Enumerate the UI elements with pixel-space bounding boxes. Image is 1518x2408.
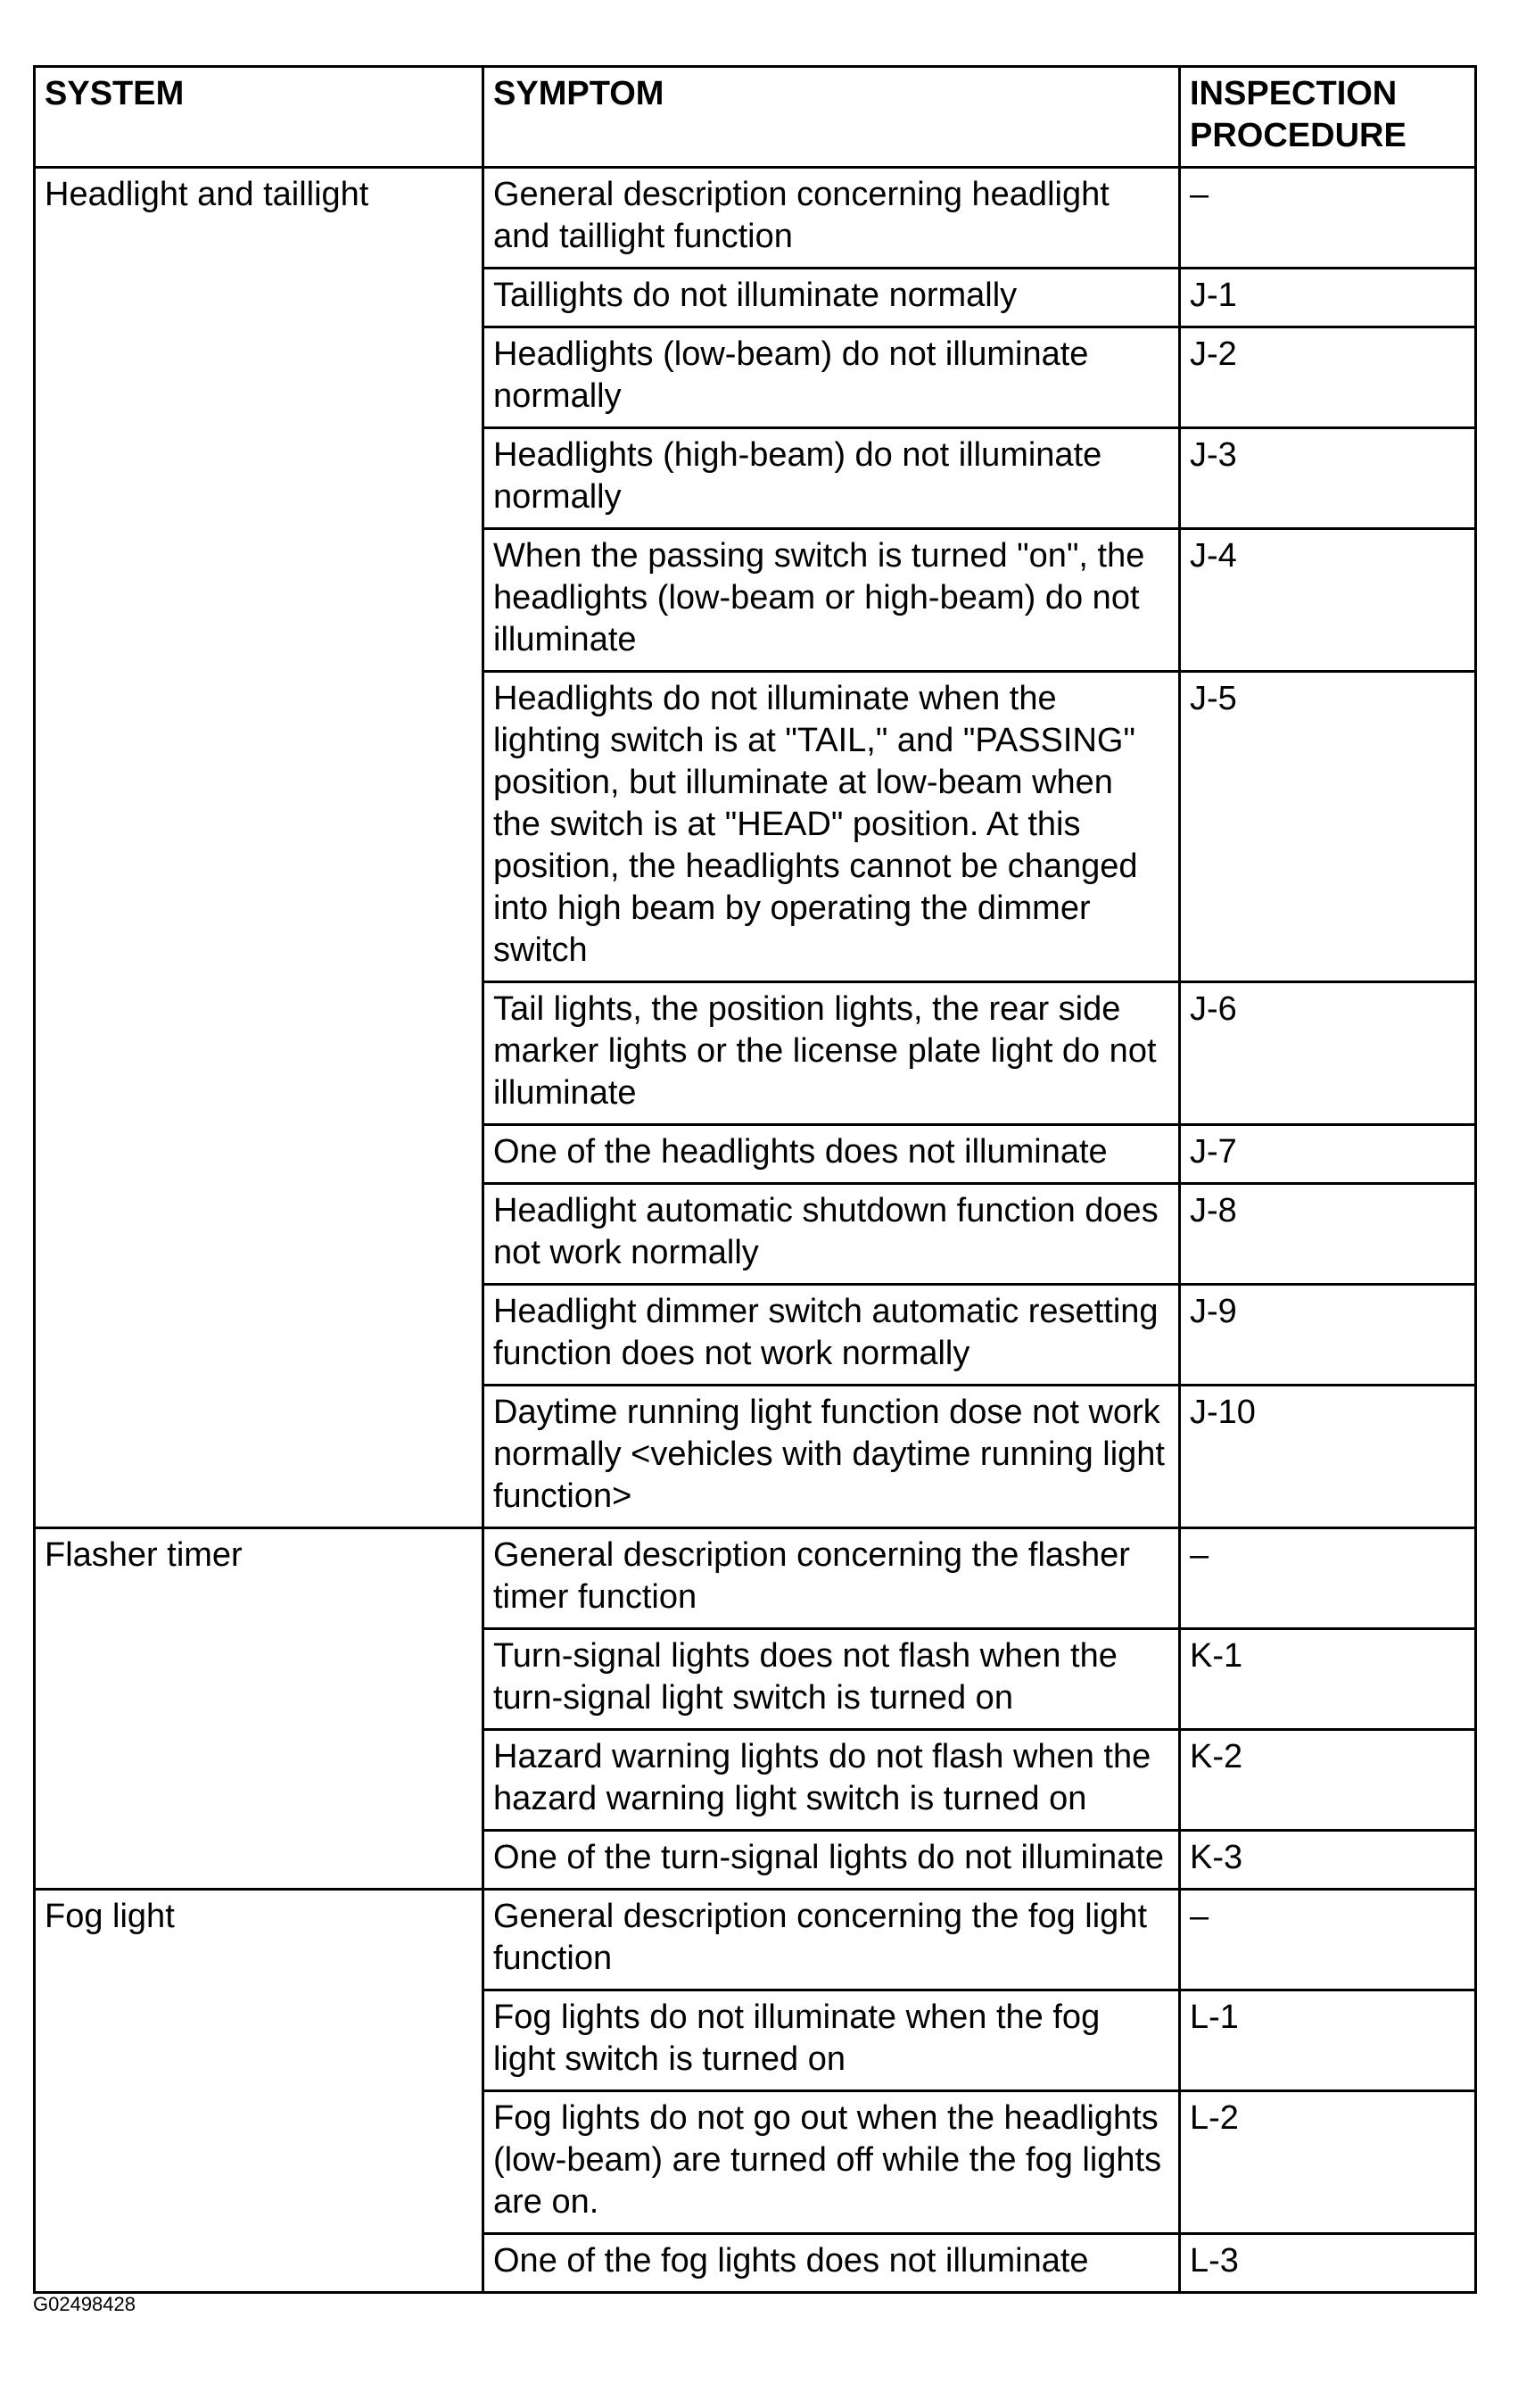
procedure-cell: – [1180,168,1476,269]
symptom-cell: Fog lights do not go out when the headlights (low-beam) are turned off while the fog lights are on. [483,2091,1180,2234]
table-row [35,1528,1476,1629]
symptom-cell: Tail lights, the position lights, the rear side marker lights or the license plate light do not illuminate [483,982,1180,1125]
system-cell: Headlight and taillight [35,168,483,1528]
symptom-cell: When the passing switch is turned "on", the headlights (low-beam or high-beam) do not illuminate [483,529,1180,672]
system-cell: Fog light [35,1890,483,2293]
header-system: SYSTEM [35,67,483,168]
symptom-cell: Taillights do not illuminate normally [483,269,1180,327]
symptom-cell: Fog lights do not illuminate when the fog light switch is turned on [483,1990,1180,2091]
symptom-cell: Headlights (high-beam) do not illuminate normally [483,428,1180,529]
symptom-cell: Headlights do not illuminate when the lighting switch is at "TAIL," and "PASSING" position, but illuminate at low-beam when the switch is at "HEAD" position. At this position, the headlights cannot be changed into high beam by operating the dimmer switch [483,672,1180,982]
procedure-cell: J-4 [1180,529,1476,672]
figure-id: G02498428 [33,2293,136,2315]
procedure-cell: – [1180,1890,1476,1990]
symptom-cell: Headlight automatic shutdown function does not work normally [483,1184,1180,1285]
symptom-cell: General description concerning headlight and taillight function [483,168,1180,269]
procedure-cell: L-3 [1180,2234,1476,2293]
procedure-cell: J-3 [1180,428,1476,529]
symptom-cell: One of the turn-signal lights do not illuminate [483,1831,1180,1890]
procedure-cell: J-2 [1180,327,1476,428]
symptom-cell: One of the headlights does not illuminate [483,1125,1180,1184]
symptom-cell: Hazard warning lights do not flash when the hazard warning light switch is turned on [483,1730,1180,1831]
symptom-cell: Daytime running light function dose not work normally <vehicles with daytime running light function> [483,1386,1180,1528]
procedure-cell: L-1 [1180,1990,1476,2091]
procedure-cell: J-5 [1180,672,1476,982]
procedure-cell: J-9 [1180,1285,1476,1386]
procedure-cell: – [1180,1528,1476,1629]
procedure-cell: K-2 [1180,1730,1476,1831]
header-symptom: SYMPTOM [483,67,1180,168]
header-inspection-procedure: INSPECTION PROCEDURE [1180,67,1476,168]
procedure-cell: J-10 [1180,1386,1476,1528]
system-cell: Flasher timer [35,1528,483,1890]
table-row [35,1890,1476,1990]
symptom-cell: Headlight dimmer switch automatic resetting function does not work normally [483,1285,1180,1386]
procedure-cell: J-1 [1180,269,1476,327]
procedure-cell: K-3 [1180,1831,1476,1890]
troubleshooting-table [33,65,1477,2294]
procedure-cell: K-1 [1180,1629,1476,1730]
procedure-cell: J-6 [1180,982,1476,1125]
procedure-cell: J-7 [1180,1125,1476,1184]
procedure-cell: L-2 [1180,2091,1476,2234]
symptom-cell: Headlights (low-beam) do not illuminate normally [483,327,1180,428]
symptom-cell: General description concerning the flasher timer function [483,1528,1180,1629]
symptom-cell: General description concerning the fog light function [483,1890,1180,1990]
symptom-cell: Turn-signal lights does not flash when the turn-signal light switch is turned on [483,1629,1180,1730]
header-row [35,67,1476,168]
procedure-cell: J-8 [1180,1184,1476,1285]
table-body [35,168,1476,2293]
table-row [35,168,1476,269]
symptom-cell: One of the fog lights does not illuminate [483,2234,1180,2293]
